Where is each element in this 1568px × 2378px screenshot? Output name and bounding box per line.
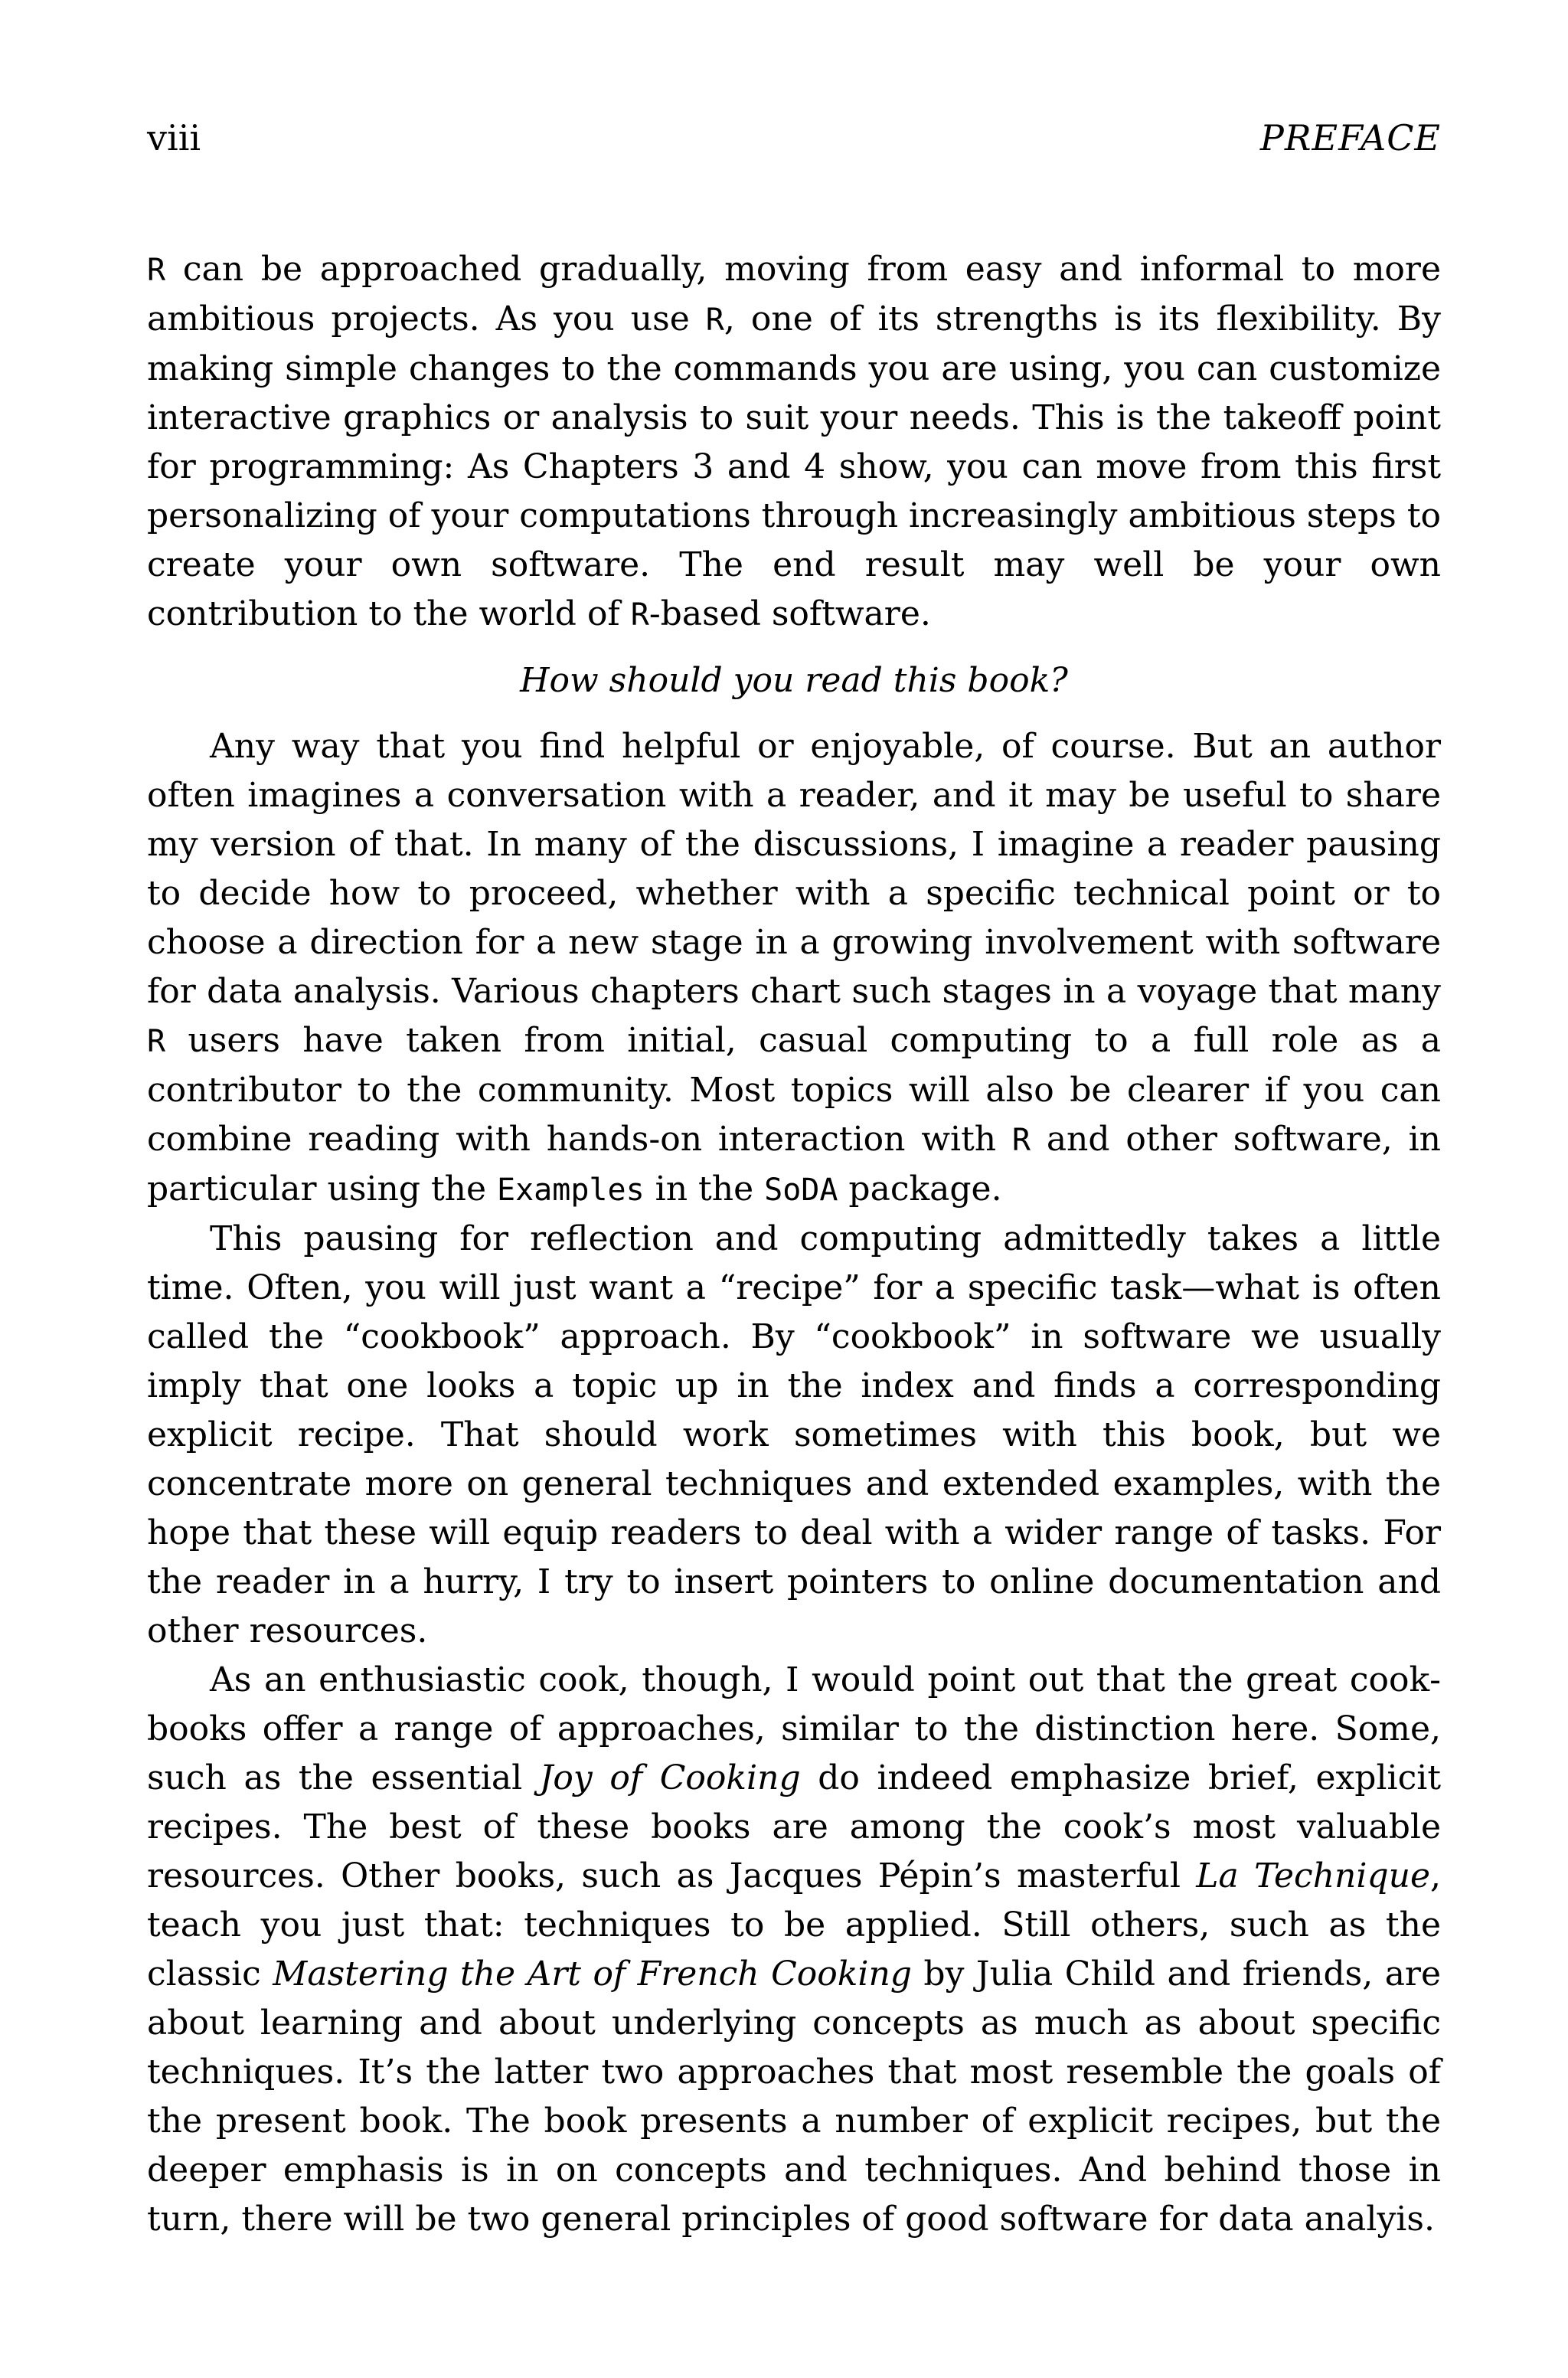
paragraph-4 xyxy=(147,1656,1441,2244)
text-run: , teach you just that: techniques to be applied. Still others, such as the classic xyxy=(147,1856,1441,1994)
section-title: PREFACE xyxy=(1259,117,1441,159)
code-r: R xyxy=(630,597,649,633)
text-run: in the xyxy=(644,1169,765,1209)
text-run: -based software. xyxy=(648,594,931,633)
paragraph-2 xyxy=(147,722,1441,1215)
text-run: , one of its strengths is its flexibility. By making simple changes to the commands you are using, you can customize interactive graphics or analysis to suit your needs. This is the takeoff point for programming: As Chapters 3 and 4 show, you can move from this first personalizing of your computations through increasingly ambitious steps to create your own software. The end result may well be your own contribution to the world of xyxy=(147,299,1442,633)
text-run: and other software, in particular using the xyxy=(147,1120,1441,1209)
text-run: by Julia Child and friends, are about learning and about underlying concepts as much as about specific techniques. It’s the latter two approaches that most resemble the goals of the present book. The book presents a number of explicit recipes, but the deeper emphasis is in on concepts and techniques. And behind those in turn, there will be two general principles of good software for data analyis. xyxy=(147,1954,1442,2239)
page-number: viii xyxy=(147,117,201,159)
code-r: R xyxy=(147,253,166,288)
text-run: do indeed emphasize brief, explicit recipes. The best of these books are among the cook’s most valuable resources. Other books, such as Jacques Pépin’s masterful xyxy=(147,1758,1442,1896)
book-title: La Technique xyxy=(1196,1856,1430,1896)
code-r: R xyxy=(1011,1123,1031,1158)
text-run: package. xyxy=(838,1169,1002,1209)
subheading: How should you read this book? xyxy=(520,661,1068,700)
body-text xyxy=(147,245,1441,2244)
text-run: users have taken from initial, casual computing to a full role as a contributor to the community. Most topics will also be clearer if you can combine reading with hands-on interaction with xyxy=(147,1021,1441,1159)
paragraph-3: This pausing for reflection and computing admittedly takes a little time. Often, you will just want a “recipe” for a specific task—what is often called the “cookbook” approach. By “cookbook” in software we usually imply that one looks a topic up in the index and finds a corresponding explicit recipe. That should work sometimes with this book, but we concentrate more on general techniques and extended examples, with the hope that these will equip readers to deal with a wider range of tasks. For the reader in a hurry, I try to insert pointers to online documentation and other resources. xyxy=(147,1219,1441,1650)
text-run: Any way that you find helpful or enjoyable, of course. But an author often imagines a conversation with a reader, and it may be useful to share my version of that. In many of the discussions, I imagine a reader pausing to decide how to proceed, whether with a specific technical point or to choose a direction for a new stage in a growing involvement with software for data analysis. Various chapters chart such stages in a voyage that many xyxy=(147,727,1441,1011)
code-r: R xyxy=(147,1024,166,1059)
code-examples: Examples xyxy=(497,1173,645,1208)
code-soda: SoDA xyxy=(764,1173,838,1208)
text-run: can be approached gradually, moving from easy and informal to more ambitious projects. As you use xyxy=(147,250,1441,339)
running-head xyxy=(147,115,1441,161)
book-page xyxy=(147,115,1441,2244)
text-run: As an enthusiastic cook, though, I would point out that the great cookbooks offer a range of approaches, similar to the distinction here. Some, such as the essential xyxy=(147,1660,1441,1797)
paragraph-1 xyxy=(147,245,1441,639)
book-title: Mastering the Art of French Cooking xyxy=(273,1954,912,1994)
book-title: Joy of Cooking xyxy=(539,1758,801,1797)
code-r: R xyxy=(705,303,724,338)
